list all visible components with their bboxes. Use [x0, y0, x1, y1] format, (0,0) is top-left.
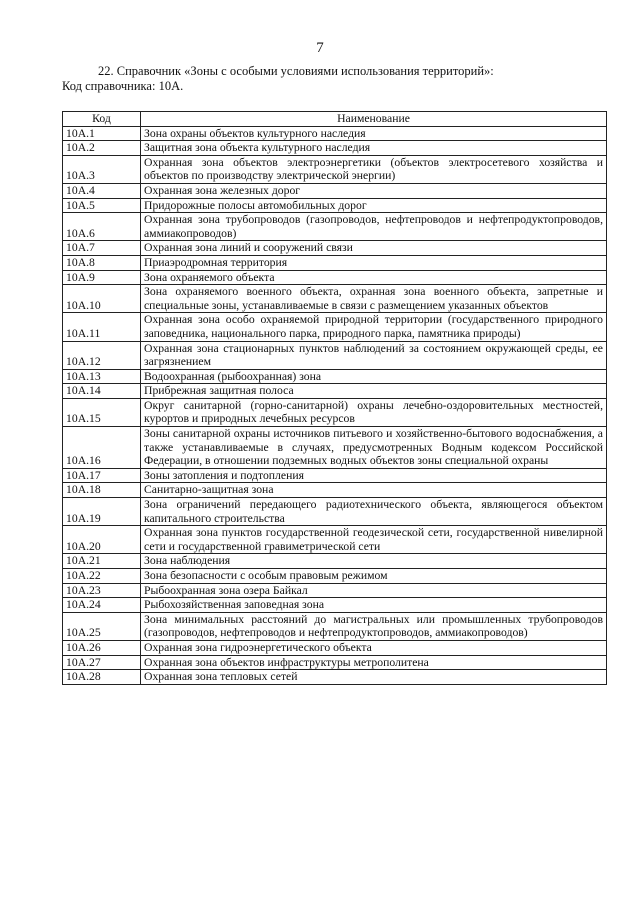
table-row: [63, 670, 607, 685]
row-name: Охранная зона стационарных пунктов наблюдений за состоянием окружающей среды, ее загрязнением: [141, 341, 607, 369]
row-code: 10А.5: [63, 198, 141, 213]
column-header-name: Наименование: [141, 112, 607, 127]
row-code: 10А.4: [63, 183, 141, 198]
row-code: 10А.18: [63, 483, 141, 498]
table-row: [63, 198, 607, 213]
column-header-code: Код: [63, 112, 141, 127]
row-name: Придорожные полосы автомобильных дорог: [141, 198, 607, 213]
table-row: [63, 468, 607, 483]
table-row: [63, 155, 607, 183]
row-code: 10А.19: [63, 498, 141, 526]
row-code: 10А.2: [63, 141, 141, 156]
table-row: [63, 270, 607, 285]
row-name: Зоны санитарной охраны источников питьевого и хозяйственно-бытового водоснабжения, а также устанавливаемые в случаях, предусмотренных Водным кодексом Российской Федерации, в отношении подземных водных объектов зоны специальной охраны: [141, 427, 607, 469]
row-name: Рыбоохранная зона озера Байкал: [141, 583, 607, 598]
row-name: Охранная зона объектов инфраструктуры метрополитена: [141, 655, 607, 670]
row-code: 10А.26: [63, 640, 141, 655]
table-row: [63, 655, 607, 670]
row-code: 10А.10: [63, 285, 141, 313]
row-name: Рыбохозяйственная заповедная зона: [141, 598, 607, 613]
document-heading: [62, 64, 622, 94]
reference-table: [62, 111, 607, 685]
reference-code: Код справочника: 10А.: [62, 79, 184, 93]
row-name: Санитарно-защитная зона: [141, 483, 607, 498]
table-row: [63, 241, 607, 256]
row-name: Округ санитарной (горно-санитарной) охраны лечебно-оздоровительных местностей, курортов и природных лечебных ресурсов: [141, 398, 607, 426]
row-code: 10А.21: [63, 554, 141, 569]
table-row: [63, 569, 607, 584]
row-name: Охранная зона пунктов государственной геодезической сети, государственной нивелирной сети и государственной гравиметрической сети: [141, 526, 607, 554]
table-row: [63, 126, 607, 141]
row-name: Зона минимальных расстояний до магистральных или промышленных трубопроводов (газопроводов, нефтепроводов и нефтепродуктопроводов, аммиакопроводов): [141, 612, 607, 640]
row-name: Водоохранная (рыбоохранная) зона: [141, 369, 607, 384]
table-row: [63, 498, 607, 526]
reference-title: 22. Справочник «Зоны с особыми условиями использования территорий»:: [98, 64, 494, 78]
row-code: 10А.28: [63, 670, 141, 685]
table-row: [63, 427, 607, 469]
table-row: [63, 398, 607, 426]
table-header-row: [63, 112, 607, 127]
row-code: 10А.13: [63, 369, 141, 384]
row-code: 10А.8: [63, 255, 141, 270]
table-row: [63, 583, 607, 598]
row-code: 10А.17: [63, 468, 141, 483]
table-row: [63, 213, 607, 241]
row-name: Охранная зона особо охраняемой природной территории (государственного природного заповедника, национального парка, природного парка, памятника природы): [141, 313, 607, 341]
row-name: Зона охраняемого объекта: [141, 270, 607, 285]
table-row: [63, 612, 607, 640]
row-code: 10А.6: [63, 213, 141, 241]
table-row: [63, 483, 607, 498]
row-code: 10А.12: [63, 341, 141, 369]
table-row: [63, 369, 607, 384]
row-code: 10А.7: [63, 241, 141, 256]
row-name: Зона охраняемого военного объекта, охранная зона военного объекта, запретные и специальные зоны, устанавливаемые в связи с размещением указанных объектов: [141, 285, 607, 313]
row-name: Охранная зона объектов электроэнергетики (объектов электросетевого хозяйства и объектов по производству электрической энергии): [141, 155, 607, 183]
table-row: [63, 341, 607, 369]
table-row: [63, 255, 607, 270]
table-row: [63, 313, 607, 341]
row-name: Охранная зона трубопроводов (газопроводов, нефтепроводов и нефтепродуктопроводов, аммиакопроводов): [141, 213, 607, 241]
row-code: 10А.14: [63, 384, 141, 399]
row-code: 10А.27: [63, 655, 141, 670]
row-code: 10А.3: [63, 155, 141, 183]
row-name: Зоны затопления и подтопления: [141, 468, 607, 483]
row-name: Зона охраны объектов культурного наследия: [141, 126, 607, 141]
row-code: 10А.22: [63, 569, 141, 584]
row-name: Охранная зона тепловых сетей: [141, 670, 607, 685]
row-code: 10А.23: [63, 583, 141, 598]
row-code: 10А.11: [63, 313, 141, 341]
table-row: [63, 285, 607, 313]
row-name: Защитная зона объекта культурного наследия: [141, 141, 607, 156]
row-code: 10А.24: [63, 598, 141, 613]
table-row: [63, 554, 607, 569]
row-name: Зона безопасности с особым правовым режимом: [141, 569, 607, 584]
row-name: Охранная зона гидроэнергетического объекта: [141, 640, 607, 655]
table-row: [63, 183, 607, 198]
row-name: Зона ограничений передающего радиотехнического объекта, являющегося объектом капитального строительства: [141, 498, 607, 526]
row-code: 10А.25: [63, 612, 141, 640]
table-row: [63, 598, 607, 613]
row-code: 10А.20: [63, 526, 141, 554]
row-name: Зона наблюдения: [141, 554, 607, 569]
row-code: 10А.9: [63, 270, 141, 285]
table-row: [63, 640, 607, 655]
table-row: [63, 526, 607, 554]
row-code: 10А.16: [63, 427, 141, 469]
row-name: Прибрежная защитная полоса: [141, 384, 607, 399]
table-row: [63, 141, 607, 156]
row-name: Охранная зона линий и сооружений связи: [141, 241, 607, 256]
page-number: 7: [316, 40, 324, 56]
row-name: Охранная зона железных дорог: [141, 183, 607, 198]
row-code: 10А.1: [63, 126, 141, 141]
row-code: 10А.15: [63, 398, 141, 426]
table-row: [63, 384, 607, 399]
row-name: Приаэродромная территория: [141, 255, 607, 270]
